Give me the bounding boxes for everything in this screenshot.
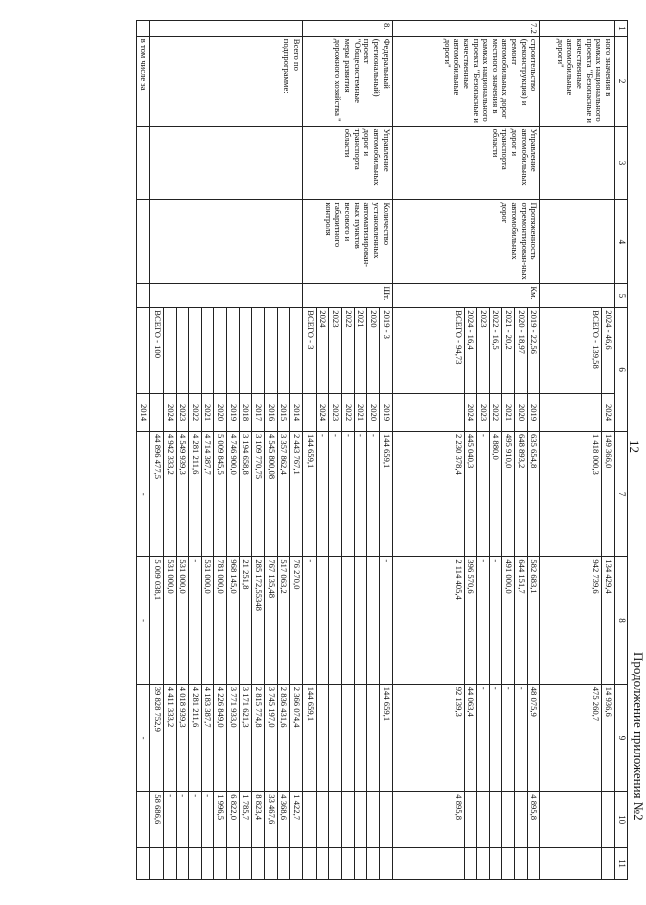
amount-total-cell: 4 281 211,6 — [189, 431, 202, 556]
year-cell: 2024 — [602, 394, 615, 432]
amount-total-cell: 144 659,1 — [302, 431, 316, 556]
target-value-cell — [265, 308, 278, 394]
amount-regional-cell: 3 171 621,3 — [239, 684, 252, 792]
year-cell: 2015 — [277, 394, 290, 432]
year-cell: 2022 — [342, 394, 355, 432]
year-cell: 2024 — [316, 394, 329, 432]
amount-other-cell — [602, 848, 615, 880]
target-value-cell: ВСЕГО - 94,73 — [392, 308, 464, 394]
amount-federal-cell: - — [302, 557, 316, 684]
year-cell: 2021 — [502, 394, 515, 432]
target-value-cell — [239, 308, 252, 394]
amount-total-cell: 4 714 387,7 — [201, 431, 214, 556]
amount-federal-cell: 582 683,1 — [527, 557, 540, 684]
target-value-cell: ВСЕГО - 139,58 — [540, 308, 602, 394]
amount-local-cell: 8 823,4 — [252, 792, 265, 848]
target-value-cell: 2024 - 16,4 — [464, 308, 477, 394]
target-value-cell — [290, 308, 303, 394]
amount-local-cell: 1 996,5 — [214, 792, 227, 848]
amount-regional-cell: 4 226 849,0 — [214, 684, 227, 792]
target-value-cell: 2024 — [316, 308, 329, 394]
column-number: 9 — [615, 684, 628, 792]
amount-local-cell — [380, 792, 393, 848]
amount-regional-cell: 4 018 939,3 — [176, 684, 189, 792]
year-cell: 2018 — [239, 394, 252, 432]
amount-other-cell — [380, 848, 393, 880]
amount-other-cell — [540, 848, 602, 880]
year-cell: 2019 — [227, 394, 240, 432]
target-value-cell — [214, 308, 227, 394]
amount-federal-cell: - — [137, 557, 150, 684]
amount-total-cell: 495 910,0 — [502, 431, 515, 556]
table-row — [602, 21, 615, 880]
year-cell: 2020 — [515, 394, 528, 432]
amount-regional-cell: 3 745 197,0 — [265, 684, 278, 792]
amount-local-cell: - — [176, 792, 189, 848]
target-value-cell: 2024 - 46,6 — [602, 308, 615, 394]
year-cell: 2020 — [214, 394, 227, 432]
table-row — [380, 21, 393, 880]
executor-cell — [150, 126, 303, 200]
amount-other-cell — [150, 848, 164, 880]
amount-federal-cell — [367, 557, 380, 684]
item-name-cell: ного значения в рамках национального проекта "Безопасные и качественные автомобильные дороги" — [540, 36, 615, 126]
column-number: 4 — [615, 200, 628, 284]
target-value-cell: 2022 — [342, 308, 355, 394]
amount-regional-cell: 14 936,6 — [602, 684, 615, 792]
column-number-row — [615, 21, 628, 880]
item-name-cell: в том числе за — [137, 36, 150, 126]
amount-other-cell — [515, 848, 528, 880]
amount-total-cell: 149 366,0 — [602, 431, 615, 556]
amount-federal-cell: 644 151,7 — [515, 557, 528, 684]
table-body — [137, 21, 615, 880]
amount-total-cell: 3 109 770,75 — [252, 431, 265, 556]
amount-federal-cell: 531 000,0 — [164, 557, 177, 684]
amount-regional-cell: 3 771 933,0 — [227, 684, 240, 792]
amount-regional-cell: 475 260,7 — [540, 684, 602, 792]
amount-federal-cell: 531 000,0 — [201, 557, 214, 684]
program-table — [136, 20, 628, 880]
amount-total-cell: - — [342, 431, 355, 556]
amount-other-cell — [137, 848, 150, 880]
amount-local-cell — [602, 792, 615, 848]
amount-other-cell — [176, 848, 189, 880]
amount-other-cell — [252, 848, 265, 880]
indicator-cell — [540, 200, 615, 284]
amount-other-cell — [342, 848, 355, 880]
amount-federal-cell: - — [489, 557, 502, 684]
target-value-cell — [137, 308, 150, 394]
amount-total-cell: 445 040,3 — [464, 431, 477, 556]
amount-regional-cell — [316, 684, 329, 792]
amount-local-cell — [540, 792, 602, 848]
amount-local-cell — [489, 792, 502, 848]
amount-federal-cell: 531 000,0 — [176, 557, 189, 684]
amount-local-cell — [367, 792, 380, 848]
indicator-cell: Количество установленных автоматизирован-ных пунктов весового и габаритного контроля — [302, 200, 392, 284]
target-value-cell — [277, 308, 290, 394]
year-cell: 2021 — [201, 394, 214, 432]
amount-local-cell — [302, 792, 316, 848]
target-value-cell: 2023 — [329, 308, 342, 394]
target-value-cell — [164, 308, 177, 394]
amount-federal-cell — [354, 557, 367, 684]
amount-local-cell: 1 785,7 — [239, 792, 252, 848]
item-number-cell — [150, 21, 303, 37]
executor-cell — [137, 126, 150, 200]
amount-regional-cell — [342, 684, 355, 792]
amount-local-cell: 1 422,7 — [290, 792, 303, 848]
amount-other-cell — [392, 848, 464, 880]
year-cell: 2016 — [265, 394, 278, 432]
unit-cell — [540, 284, 615, 308]
target-value-cell: ВСЕГО - 100 — [150, 308, 164, 394]
amount-local-cell — [137, 792, 150, 848]
year-cell: 2014 — [290, 394, 303, 432]
year-cell: 2019 — [380, 394, 393, 432]
year-cell: 2024 — [464, 394, 477, 432]
amount-total-cell: 635 654,8 — [527, 431, 540, 556]
amount-total-cell: - — [354, 431, 367, 556]
amount-other-cell — [239, 848, 252, 880]
target-value-cell: 2020 - 18,97 — [515, 308, 528, 394]
target-value-cell — [227, 308, 240, 394]
amount-local-cell — [316, 792, 329, 848]
amount-regional-cell: 4 281 211,6 — [189, 684, 202, 792]
table-row — [527, 21, 540, 880]
amount-local-cell: 4 368,6 — [277, 792, 290, 848]
amount-total-cell: 5 009 845,5 — [214, 431, 227, 556]
column-number: 7 — [615, 431, 628, 556]
indicator-cell: Протяженность отремонтирован-ных автомобильных дорог — [392, 200, 540, 284]
amount-total-cell: 648 893,2 — [515, 431, 528, 556]
amount-other-cell — [265, 848, 278, 880]
rotated-table-sheet — [68, 20, 646, 880]
amount-federal-cell — [316, 557, 329, 684]
year-cell: 2017 — [252, 394, 265, 432]
unit-cell: Км. — [392, 284, 540, 308]
amount-federal-cell: 517 063,2 — [277, 557, 290, 684]
amount-local-cell — [502, 792, 515, 848]
amount-total-cell: - — [137, 431, 150, 556]
year-cell: 2021 — [354, 394, 367, 432]
amount-total-cell: 2 443 767,1 — [290, 431, 303, 556]
amount-local-cell: 6 822,0 — [227, 792, 240, 848]
amount-local-cell — [354, 792, 367, 848]
amount-total-cell: 4 549 939,3 — [176, 431, 189, 556]
table-row — [290, 21, 303, 880]
item-name-cell: Всего по подпрограмме: — [150, 36, 303, 126]
target-value-cell: 2021 — [354, 308, 367, 394]
amount-total-cell: 44 896 477,5 — [150, 431, 164, 556]
amount-regional-cell: - — [502, 684, 515, 792]
amount-federal-cell — [329, 557, 342, 684]
amount-total-cell: - — [329, 431, 342, 556]
amount-total-cell: 3 357 862,4 — [277, 431, 290, 556]
amount-total-cell: - — [367, 431, 380, 556]
amount-regional-cell: 92 139,3 — [392, 684, 464, 792]
unit-cell: Шт. — [302, 284, 392, 308]
item-name-cell: строительство (реконструкция) и ремонт автомобильных дорог местного значения в рамках национального проекта "Безопасные и качественные автомобильные дороги" — [392, 36, 540, 126]
amount-federal-cell: 21 251,8 — [239, 557, 252, 684]
year-cell: 2020 — [367, 394, 380, 432]
amount-local-cell: - — [189, 792, 202, 848]
year-cell: 2014 — [137, 394, 150, 432]
table-row — [137, 21, 150, 880]
amount-regional-cell: 44 063,4 — [464, 684, 477, 792]
amount-federal-cell: 285 172,55348 — [252, 557, 265, 684]
page-number: 12 — [627, 440, 642, 453]
executor-cell: Управление автомобильных дорог и транспорта области — [392, 126, 540, 200]
column-number: 2 — [615, 36, 628, 126]
year-cell: 2024 — [164, 394, 177, 432]
amount-regional-cell — [354, 684, 367, 792]
amount-regional-cell: 144 659,1 — [380, 684, 393, 792]
amount-regional-cell: 4 183 387,7 — [201, 684, 214, 792]
column-number: 1 — [615, 21, 628, 37]
item-number-cell — [137, 21, 150, 37]
amount-regional-cell: 2 836 431,6 — [277, 684, 290, 792]
target-value-cell: 2019 - 22,56 — [527, 308, 540, 394]
amount-federal-cell: 942 739,6 — [540, 557, 602, 684]
amount-other-cell — [367, 848, 380, 880]
amount-regional-cell: 4 411 333,2 — [164, 684, 177, 792]
amount-regional-cell: 2 815 774,8 — [252, 684, 265, 792]
amount-federal-cell: 781 000,0 — [214, 557, 227, 684]
amount-regional-cell: 48 075,9 — [527, 684, 540, 792]
amount-other-cell — [290, 848, 303, 880]
item-number-cell — [540, 21, 615, 37]
amount-regional-cell: - — [477, 684, 490, 792]
amount-total-cell: 4 942 333,2 — [164, 431, 177, 556]
amount-other-cell — [189, 848, 202, 880]
year-cell: 2023 — [176, 394, 189, 432]
year-cell: 2022 — [189, 394, 202, 432]
amount-federal-cell: 767 135,48 — [265, 557, 278, 684]
amount-federal-cell: 76 270,0 — [290, 557, 303, 684]
column-number: 3 — [615, 126, 628, 200]
column-number: 10 — [615, 792, 628, 848]
year-cell: 2023 — [329, 394, 342, 432]
year-cell — [540, 394, 602, 432]
amount-other-cell — [316, 848, 329, 880]
item-number-cell: 7.2 — [392, 21, 540, 37]
target-value-cell: 2022 - 16,5 — [489, 308, 502, 394]
executor-cell — [540, 126, 615, 200]
column-number: 8 — [615, 557, 628, 684]
item-number-cell: 8. — [302, 21, 392, 37]
amount-federal-cell: 5 009 038,1 — [150, 557, 164, 684]
amount-other-cell — [527, 848, 540, 880]
column-number: 6 — [615, 308, 628, 432]
amount-federal-cell: - — [477, 557, 490, 684]
amount-local-cell — [477, 792, 490, 848]
target-value-cell — [176, 308, 189, 394]
year-cell: 2023 — [477, 394, 490, 432]
amount-federal-cell: 134 429,4 — [602, 557, 615, 684]
amount-other-cell — [201, 848, 214, 880]
amount-other-cell — [302, 848, 316, 880]
target-value-cell: 2023 — [477, 308, 490, 394]
year-cell: 2022 — [489, 394, 502, 432]
target-value-cell: 2020 — [367, 308, 380, 394]
column-number: 5 — [615, 284, 628, 308]
target-value-cell: 2021 - 20,2 — [502, 308, 515, 394]
amount-local-cell: 4 895,8 — [392, 792, 464, 848]
amount-total-cell: 4 880,0 — [489, 431, 502, 556]
column-number: 11 — [615, 848, 628, 880]
continuation-heading: Продолжение приложения №2 — [631, 652, 646, 821]
amount-local-cell — [464, 792, 477, 848]
executor-cell: Управление автомобильных дорог и транспорта области — [302, 126, 392, 200]
indicator-cell — [150, 200, 303, 284]
amount-federal-cell: 396 570,6 — [464, 557, 477, 684]
year-cell — [392, 394, 464, 432]
amount-federal-cell: 491 000,0 — [502, 557, 515, 684]
amount-other-cell — [164, 848, 177, 880]
amount-regional-cell: - — [137, 684, 150, 792]
amount-local-cell: - — [164, 792, 177, 848]
amount-other-cell — [354, 848, 367, 880]
target-value-cell: 2019 - 3 — [380, 308, 393, 394]
amount-total-cell: 4 545 800,08 — [265, 431, 278, 556]
target-value-cell — [189, 308, 202, 394]
amount-local-cell — [342, 792, 355, 848]
amount-local-cell: - — [201, 792, 214, 848]
year-cell: 2019 — [527, 394, 540, 432]
amount-regional-cell — [367, 684, 380, 792]
amount-other-cell — [329, 848, 342, 880]
amount-federal-cell: - — [189, 557, 202, 684]
amount-local-cell — [329, 792, 342, 848]
amount-other-cell — [489, 848, 502, 880]
amount-federal-cell: 968 145,0 — [227, 557, 240, 684]
amount-federal-cell: 2 114 405,4 — [392, 557, 464, 684]
amount-local-cell: 33 467,6 — [265, 792, 278, 848]
target-value-cell — [252, 308, 265, 394]
amount-regional-cell: 39 828 752,9 — [150, 684, 164, 792]
indicator-cell — [137, 200, 150, 284]
target-value-cell: ВСЕГО - 3 — [302, 308, 316, 394]
amount-local-cell: 58 686,6 — [150, 792, 164, 848]
amount-total-cell: 144 659,1 — [380, 431, 393, 556]
amount-total-cell: - — [316, 431, 329, 556]
amount-total-cell: 4 746 900,0 — [227, 431, 240, 556]
amount-other-cell — [502, 848, 515, 880]
amount-other-cell — [477, 848, 490, 880]
amount-total-cell: 1 418 000,3 — [540, 431, 602, 556]
target-value-cell — [201, 308, 214, 394]
amount-other-cell — [214, 848, 227, 880]
unit-cell — [150, 284, 303, 308]
amount-local-cell — [515, 792, 528, 848]
amount-total-cell: - — [477, 431, 490, 556]
year-cell — [302, 394, 316, 432]
amount-other-cell — [227, 848, 240, 880]
amount-local-cell: 4 895,8 — [527, 792, 540, 848]
unit-cell — [137, 284, 150, 308]
amount-federal-cell: - — [380, 557, 393, 684]
amount-regional-cell — [329, 684, 342, 792]
item-name-cell: Федеральный (региональный) проект "Общесистемные меры развития дорожного хозяйства " — [302, 36, 392, 126]
amount-other-cell — [464, 848, 477, 880]
amount-regional-cell: 2 366 074,4 — [290, 684, 303, 792]
amount-regional-cell: - — [515, 684, 528, 792]
amount-regional-cell: - — [489, 684, 502, 792]
amount-federal-cell — [342, 557, 355, 684]
amount-regional-cell: 144 659,1 — [302, 684, 316, 792]
year-cell — [150, 394, 164, 432]
amount-total-cell: 2 230 378,4 — [392, 431, 464, 556]
amount-other-cell — [277, 848, 290, 880]
amount-total-cell: 3 194 658,8 — [239, 431, 252, 556]
